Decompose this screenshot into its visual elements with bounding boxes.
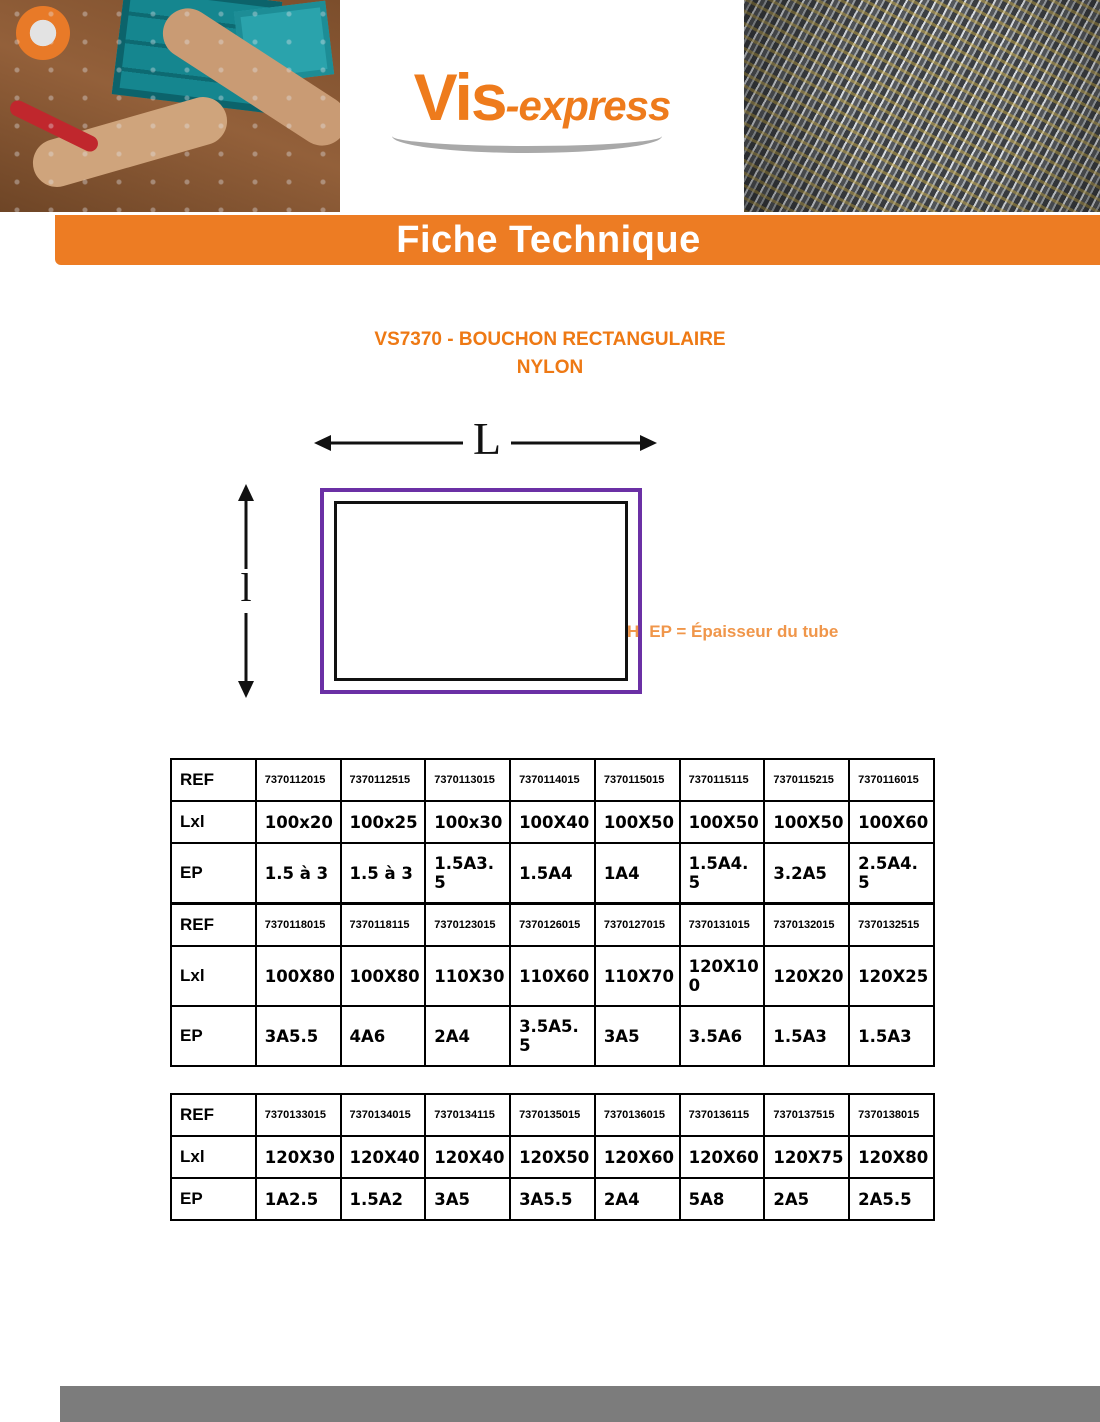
brand-logo	[340, 0, 744, 212]
ep-cell: 1.5A2	[341, 1178, 426, 1220]
ep-cell: 2A5	[764, 1178, 849, 1220]
ep-note	[627, 622, 838, 642]
ep-cell: 3A5	[595, 1006, 680, 1066]
dimensions-row	[171, 946, 934, 1006]
ref-cell: 7370115215	[764, 759, 849, 801]
ref-row	[171, 904, 934, 946]
hand	[153, 0, 340, 155]
ref-cell: 7370132515	[849, 904, 934, 946]
ref-cell: 7370112515	[341, 759, 426, 801]
workbench-photo	[0, 0, 340, 212]
width-label: l	[240, 565, 252, 610]
lxl-cell: 120X75	[764, 1136, 849, 1178]
lxl-cell: 110X60	[510, 946, 595, 1006]
ref-cell: 7370118015	[256, 904, 341, 946]
ref-cell: 7370114015	[510, 759, 595, 801]
ref-cell: 7370136015	[595, 1094, 680, 1136]
ref-row	[171, 759, 934, 801]
ref-cell: 7370113015	[425, 759, 510, 801]
banner-title: Fiche Technique	[396, 218, 701, 261]
lxl-cell: 110X30	[425, 946, 510, 1006]
ep-row	[171, 1006, 934, 1066]
row-label-ep: EP	[171, 1178, 256, 1220]
spec-table-1	[170, 758, 935, 904]
lxl-cell: 100x20	[256, 801, 341, 843]
product-title-line1: VS7370 - BOUCHON RECTANGULAIRE	[374, 329, 726, 350]
dimension-diagram	[0, 400, 1100, 740]
ref-cell: 7370115015	[595, 759, 680, 801]
logo-express: -express	[505, 82, 671, 129]
plug-outline-outer	[320, 488, 642, 694]
lxl-cell: 120X60	[680, 1136, 765, 1178]
lxl-cell: 100X50	[595, 801, 680, 843]
footer-bar	[60, 1386, 1100, 1422]
ref-row	[171, 1094, 934, 1136]
ref-cell: 7370115115	[680, 759, 765, 801]
ep-cell: 3.5A5.5	[510, 1006, 595, 1066]
lxl-cell: 120X30	[256, 1136, 341, 1178]
screws-photo	[744, 0, 1100, 212]
ref-cell: 7370127015	[595, 904, 680, 946]
row-label-lxl: Lxl	[171, 946, 256, 1006]
ep-cell: 1.5A3	[849, 1006, 934, 1066]
ref-cell: 7370134015	[341, 1094, 426, 1136]
ref-cell: 7370116015	[849, 759, 934, 801]
spec-table-2	[170, 903, 935, 1067]
ep-cell: 1.5A3	[764, 1006, 849, 1066]
ref-cell: 7370126015	[510, 904, 595, 946]
ref-cell: 7370123015	[425, 904, 510, 946]
row-label-ref: REF	[171, 904, 256, 946]
ep-row	[171, 843, 934, 903]
parts-tray	[112, 0, 282, 113]
lxl-cell: 100X50	[764, 801, 849, 843]
row-label-lxl: Lxl	[171, 1136, 256, 1178]
lxl-cell: 100X80	[341, 946, 426, 1006]
ep-cell: 1A2.5	[256, 1178, 341, 1220]
ep-cell: 1A4	[595, 843, 680, 903]
ref-cell: 7370112015	[256, 759, 341, 801]
lxl-cell: 120X40	[425, 1136, 510, 1178]
hand	[27, 91, 232, 192]
ep-cell: 2A4	[425, 1006, 510, 1066]
ep-cell: 5A8	[680, 1178, 765, 1220]
ep-cell: 2A5.5	[849, 1178, 934, 1220]
lxl-cell: 110X70	[595, 946, 680, 1006]
ep-row	[171, 1178, 934, 1220]
ref-cell: 7370136115	[680, 1094, 765, 1136]
length-label: L	[472, 413, 502, 464]
ref-cell: 7370137515	[764, 1094, 849, 1136]
lxl-cell: 100x25	[341, 801, 426, 843]
ep-cell: 4A6	[341, 1006, 426, 1066]
ep-cell: 1.5A3.5	[425, 843, 510, 903]
dimensions-row	[171, 801, 934, 843]
row-label-ep: EP	[171, 843, 256, 903]
screwdriver	[7, 98, 100, 154]
ep-note-text: EP = Épaisseur du tube	[649, 622, 839, 641]
lxl-cell: 120X25	[849, 946, 934, 1006]
lxl-cell: 120X20	[764, 946, 849, 1006]
ep-cell: 1.5A4.5	[680, 843, 765, 903]
product-title	[0, 326, 1100, 382]
plug-outline-inner	[334, 501, 628, 681]
lxl-cell: 120X80	[849, 1136, 934, 1178]
product-title-line2: NYLON	[516, 357, 584, 378]
lxl-cell: 100X60	[849, 801, 934, 843]
parts-box	[234, 1, 334, 86]
lxl-cell: 120X40	[341, 1136, 426, 1178]
row-label-ref: REF	[171, 759, 256, 801]
dimensions-row	[171, 1136, 934, 1178]
banner	[55, 215, 1100, 265]
lxl-cell: 120X50	[510, 1136, 595, 1178]
ref-cell: 7370118115	[341, 904, 426, 946]
ref-cell: 7370133015	[256, 1094, 341, 1136]
tape-measure	[16, 6, 70, 60]
row-label-ep: EP	[171, 1006, 256, 1066]
ep-cell: 2A4	[595, 1178, 680, 1220]
lxl-cell: 100x30	[425, 801, 510, 843]
ep-cell: 1.5 à 3	[341, 843, 426, 903]
ref-cell: 7370134115	[425, 1094, 510, 1136]
lxl-cell: 120X60	[595, 1136, 680, 1178]
ep-cell: 3A5	[425, 1178, 510, 1220]
logo-swoosh	[392, 119, 662, 153]
ref-cell: 7370135015	[510, 1094, 595, 1136]
spec-table-3	[170, 1093, 935, 1221]
lxl-cell: 100X50	[680, 801, 765, 843]
row-label-ref: REF	[171, 1094, 256, 1136]
lxl-cell: 100X80	[256, 946, 341, 1006]
lxl-cell: 120X100	[680, 946, 765, 1006]
ep-cell: 3A5.5	[510, 1178, 595, 1220]
ref-cell: 7370138015	[849, 1094, 934, 1136]
height-label: H	[627, 622, 640, 641]
row-label-lxl: Lxl	[171, 801, 256, 843]
ep-cell: 3.5A6	[680, 1006, 765, 1066]
ep-cell: 3A5.5	[256, 1006, 341, 1066]
ep-cell: 1.5 à 3	[256, 843, 341, 903]
ep-cell: 1.5A4	[510, 843, 595, 903]
logo-vis: Vis	[413, 60, 506, 134]
ref-cell: 7370132015	[764, 904, 849, 946]
lxl-cell: 100X40	[510, 801, 595, 843]
ep-cell: 2.5A4.5	[849, 843, 934, 903]
ref-cell: 7370131015	[680, 904, 765, 946]
ep-cell: 3.2A5	[764, 843, 849, 903]
